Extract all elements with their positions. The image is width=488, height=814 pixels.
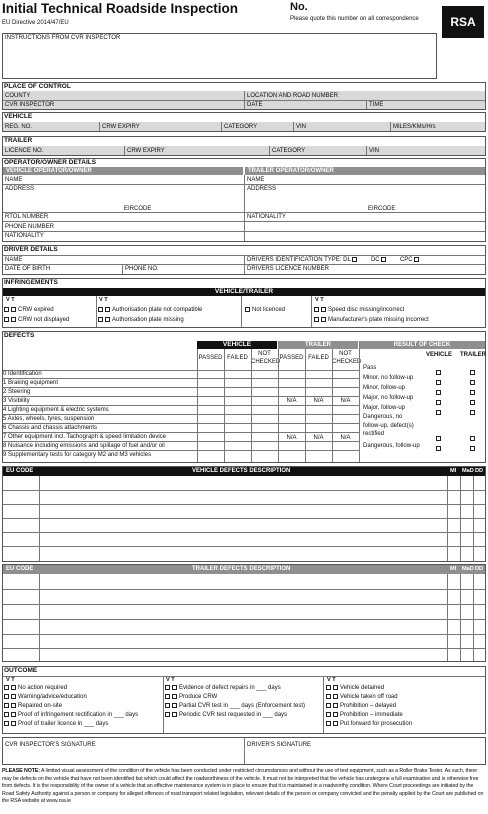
result-trailer-col: TRAILER [460,352,486,358]
rtol-number[interactable]: RTOL NUMBER [5,214,49,220]
vehicle-defects-table [2,466,486,562]
driver-title: DRIVER DETAILS [4,246,58,253]
dl-checkbox[interactable] [352,257,357,262]
trailer-passed-col: PASSED [279,355,304,361]
na-trailer-nc-3: N/A [340,398,351,404]
outcome-evidence-repairs[interactable]: Evidence of defect repairs in ___ days [165,684,281,692]
trailer-category-field[interactable]: CATEGORY [272,148,306,154]
location-field[interactable]: LOCATION AND ROAD NUMBER [247,93,338,99]
outcome-vt-1: V T [6,677,15,683]
result-head: RESULT OF CHECK [359,341,485,349]
infr-plate-not-compatible[interactable]: Authorisation plate not compatible [98,306,202,314]
na-trailer-passed-3: N/A [286,398,297,404]
vdef-desc: VEHICLE DEFECTS DESCRIPTION [192,468,291,474]
result-major-follow: Major, follow-up [363,405,406,411]
defect-row-8: 8 Nuisance including emissions and spillage of fuel and/or oil [3,443,165,449]
result-major-no: Major, no follow-up [363,395,414,401]
result-minor-follow: Minor, follow-up [363,385,406,391]
result-vehicle-col: VEHICLE [426,352,453,358]
vehicle-title: VEHICLE [4,113,33,120]
defect-row-5: 5 Axles, wheels, tyres, suspension [3,416,95,422]
defects-trailer-head: TRAILER [278,341,358,349]
trailer-owner-nationality[interactable]: NATIONALITY [247,214,286,220]
please-note [2,768,486,813]
outcome-proof-infringement[interactable]: Proof of infringement rectification in ___ days [4,711,138,719]
vdef-dd: DD [475,468,484,474]
tdef-mad: MaD [462,566,474,572]
rsa-logo [442,6,484,38]
trailer-notchecked-col: NOT CHECKED [332,351,362,365]
vehicle-trailer-head: VEHICLE/TRAILER [3,288,485,296]
trailer-title: TRAILER [4,137,33,144]
tdef-mi: MI [450,566,457,572]
outcome-vt-3: V T [327,677,336,683]
number-label: No. [290,1,308,13]
vehicle-passed-col: PASSED [198,355,223,361]
result-dangerous-rectified: Dangerous, no follow-up, defect(s) rectified [363,414,414,437]
vehicle-operator-head: VEHICLE OPERATOR/OWNER [3,167,243,175]
infr-vt-2: V T [99,297,108,303]
cvr-inspector-field[interactable]: CVR INSPECTOR [5,102,55,108]
defect-row-3: 3 Visibility [3,398,30,404]
date-of-birth[interactable]: DATE OF BIRTH [5,266,51,272]
vehicle-category-field[interactable]: CATEGORY [224,124,258,130]
result-checkboxes[interactable] [436,364,478,450]
vdef-mad: MaD [462,468,474,474]
defect-row-4: 4 Lighting equipment & electric systems [3,407,109,413]
infr-not-licenced[interactable]: Not licenced [245,306,285,314]
infringements-title: INFRINGEMENTS [4,279,58,286]
defect-row-2: 2 Steering [3,389,31,395]
reg-no-field[interactable]: REG. NO. [5,124,33,130]
driver-id-type-text: DRIVERS IDENTIFICATION TYPE: [247,257,342,263]
outcome-warning[interactable]: Warning/advice/education [4,693,87,701]
driver-name[interactable]: NAME [5,257,23,263]
defects-title: DEFECTS [4,332,35,339]
phone-number[interactable]: PHONE NUMBER [5,224,55,230]
vehicle-owner-address[interactable]: ADDRESS [5,186,35,192]
trailer-crw-field[interactable]: CRW EXPIRY [127,148,165,154]
inspector-signature[interactable]: CVR INSPECTOR'S SIGNATURE [5,742,96,748]
vehicle-vin-field[interactable]: VIN [296,124,307,130]
driver-signature[interactable]: DRIVER'S SIGNATURE [247,742,312,748]
place-title: PLACE OF CONTROL [4,83,71,90]
vehicle-failed-col: FAILED [227,355,248,361]
outcome-title: OUTCOME [4,667,38,674]
vdef-code: EU CODE [6,468,34,474]
na-trailer-failed-7: N/A [313,435,324,441]
infr-vt-3: V T [315,297,324,303]
infr-plate-missing[interactable]: Authorisation plate missing [98,316,184,324]
county-field[interactable]: COUNTY [5,93,31,99]
cpc-label: CPC [399,257,413,263]
vehicle-notchecked-col: NOT CHECKED [251,351,281,365]
tdef-desc: TRAILER DEFECTS DESCRIPTION [192,566,291,572]
quote-note: Please quote this number on all correspondence [290,16,419,22]
driver-phone[interactable]: PHONE NO. [125,266,159,272]
outcome-repaired[interactable]: Repaired on-site [4,702,62,710]
infr-crw-not-displayed[interactable]: CRW not displayed [4,316,69,324]
dc-label: DC [370,257,380,263]
vehicle-owner-name[interactable]: NAME [5,177,23,183]
instructions-label: INSTRUCTIONS FROM CVR INSPECTOR [5,35,121,41]
outcome-produce-crw[interactable]: Produce CRW [165,693,217,701]
driver-licence-number[interactable]: DRIVERS LICENCE NUMBER [247,266,330,272]
tdef-dd: DD [475,566,484,572]
note-label: PLEASE NOTE: [2,768,40,774]
na-trailer-failed-3: N/A [313,398,324,404]
defects-vehicle-head: VEHICLE [197,341,277,349]
date-field[interactable]: DATE [247,102,263,108]
directive: EU Directive 2014/47/EU [2,20,69,26]
driver-id-type-label [247,256,421,264]
outcome-proof-licence[interactable]: Proof of trailer licence in ___ days [4,720,108,728]
trailer-owner-address[interactable]: ADDRESS [247,186,277,192]
vehicle-owner-eircode[interactable]: EIRCODE [124,206,152,212]
infr-vt-1: V T [6,297,15,303]
defect-row-9: 9 Supplementary tests for category M2 and M3 vehicles [3,452,152,458]
defect-row-1: 1 Braking equipment [3,380,59,386]
vdef-mi: MI [450,468,457,474]
rsa-logo-text: RSA [450,15,476,29]
cpc-checkbox[interactable] [414,257,419,262]
note-text: A limited visual assessment of the condition of the vehicle has been conducted under restricted circumstances and without the use of test equipment, such as a Roller Brake Tester. As such, there may be defects on the vehicle that have not been identified but which could affect the roadworthiness of the vehicle. It must not be interpreted that the vehicle has undergone a full examination and is otherwise free from defects. It is the responsibility of the owner of a vehicle that an effective maintenance system is in place to ensure that it is maintained in a roadworthy condition. Where Court proceedings are initiated by the Road Safety Authority against a person or company for alleged offences of road transport related legislation, relevant details of the person or company convicted and the penalty applied by the Court are published on the RSA website at www.rsa.ie [2,768,484,805]
dc-checkbox[interactable] [381,257,386,262]
form-title: Initial Technical Roadside Inspection [2,1,239,16]
result-pass: Pass [363,365,377,371]
trailer-failed-col: FAILED [308,355,329,361]
na-trailer-passed-7: N/A [286,435,297,441]
vehicle-crw-field[interactable]: CRW EXPIRY [102,124,140,130]
infr-manufacturer-plate[interactable]: Manufacturer's plate missing incorrect [314,316,429,324]
trailer-owner-eircode[interactable]: EIRCODE [368,206,396,212]
trailer-vin-field[interactable]: VIN [369,148,380,154]
trailer-owner-name[interactable]: NAME [247,177,265,183]
defect-row-7: 7 Other equipment incl. Tachograph & speed limitation device [3,434,166,440]
infr-crw-expired[interactable]: CRW expired [4,306,54,314]
operator-title: OPERATOR/OWNER DETAILS [4,159,97,166]
outcome-prohibition-immediate[interactable]: Prohibition – immediate [326,711,403,719]
time-field[interactable]: TIME [369,102,384,108]
tdef-code: EU CODE [6,566,34,572]
dl-label: DL [343,257,351,263]
outcome-detained[interactable]: Vehicle detained [326,684,384,692]
outcome-prohibition-delayed[interactable]: Prohibition – delayed [326,702,396,710]
miles-field[interactable]: MILES/KMs/Hrs [393,124,436,130]
vehicle-owner-nationality[interactable]: NATIONALITY [5,233,44,239]
infr-speed-disc[interactable]: Speed disc missing/incorrect [314,306,404,314]
outcome-vt-2: V T [166,677,175,683]
outcome-off-road[interactable]: Vehicle taken off road [326,693,398,701]
outcome-prosecution[interactable]: Put forward for prosecution [326,720,412,728]
outcome-partial-test[interactable]: Partial CVR test in ___ days (Enforcement test) [165,702,305,710]
defect-row-6: 6 Chassis and chassis attachments [3,425,98,431]
outcome-periodic-test[interactable]: Periodic CVR test requested in ___ days [165,711,287,719]
result-dangerous-follow: Dangerous, follow-up [363,443,420,449]
outcome-no-action[interactable]: No action required [4,684,67,692]
result-minor-no: Minor, no follow-up [363,375,414,381]
licence-no-field[interactable]: LICENCE NO. [5,148,44,154]
defect-row-0: 0 Identification [3,371,42,377]
trailer-operator-head: TRAILER OPERATOR/OWNER [245,167,485,175]
na-trailer-nc-7: N/A [340,435,351,441]
